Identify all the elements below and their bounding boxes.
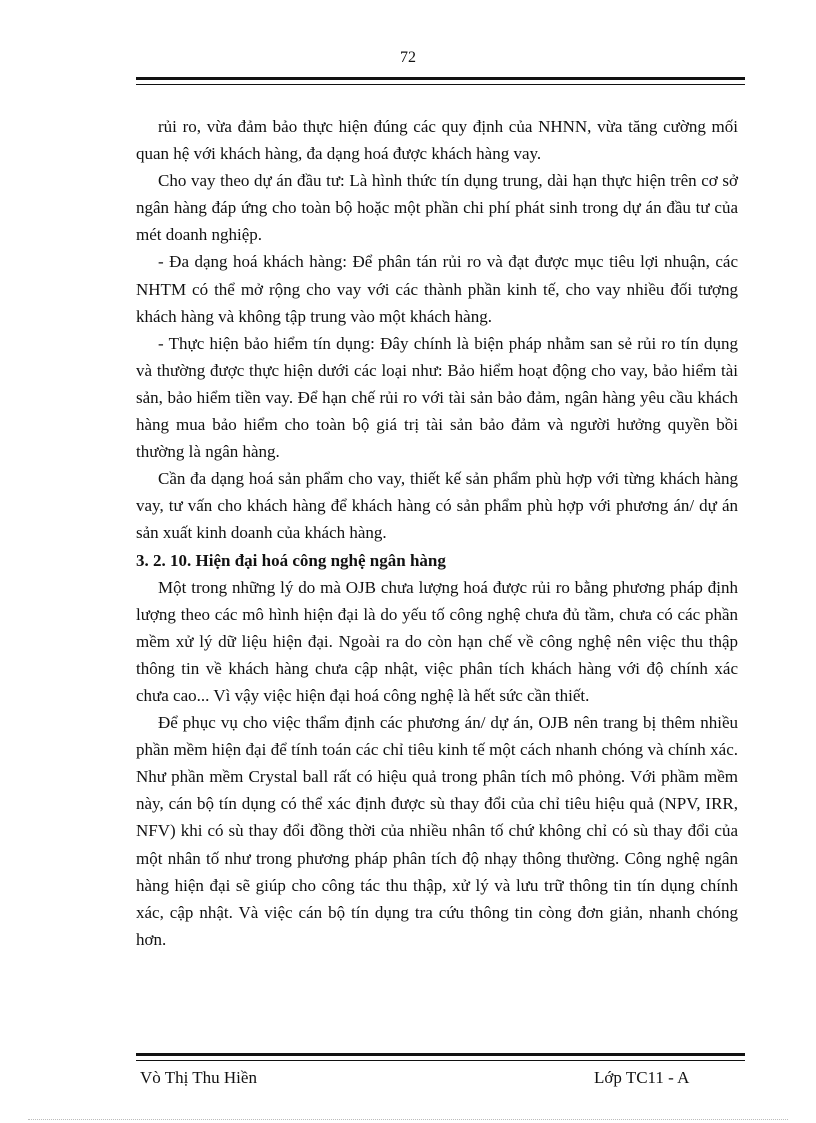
footer-rule [136, 1053, 745, 1061]
paragraph: - Đa dạng hoá khách hàng: Để phân tán rủi ro và đạt được mục tiêu lợi nhuận, các NHTM có thể mở rộng cho vay với các thành phần kinh tế, cho vay nhiều đối tượng khách hàng và không tập trung vào một khách hàng. [136, 252, 738, 326]
paragraph: - Thực hiện bảo hiểm tín dụng: Đây chính là biện pháp nhằm san sẻ rủi ro tín dụng và thường được thực hiện dưới các loại như: Bảo hiểm hoạt động cho vay, bảo hiểm tài sản, bảo hiểm tiền vay. Để hạn chế rủi ro với tài sản bảo đảm, ngân hàng yêu cầu khách hàng mua bảo hiểm cho toàn bộ giá trị tài sản bảo đảm và người hưởng quyền bồi thường là ngân hàng. [136, 333, 738, 462]
page-edge-divider [28, 1119, 788, 1120]
paragraph: Cho vay theo dự án đầu tư: Là hình thức tín dụng trung, dài hạn thực hiện trên cơ sở ngân hàng đáp ứng cho toàn bộ hoặc một phần chi phí phát sinh trong dự án đầu tư của mét doanh nghiệp. [136, 171, 738, 245]
paragraph: Cần đa dạng hoá sản phẩm cho vay, thiết kế sản phẩm phù hợp với từng khách hàng vay, tư vấn cho khách hàng để khách hàng có sản phẩm phù hợp với phương án/ dự án sản xuất kinh doanh của khách hàng. [136, 469, 738, 543]
page-body [136, 113, 738, 953]
footer-author: Vò Thị Thu Hiền [140, 1068, 257, 1087]
paragraph: Một trong những lý do mà OJB chưa lượng hoá được rủi ro bằng phương pháp định lượng theo các mô hình hiện đại là do yếu tố công nghệ chưa đủ tầm, chưa có các phần mềm xử lý dữ liệu hiện đại. Ngoài ra do còn hạn chế về công nghệ nên việc thu thập thông tin về khách hàng chưa cập nhật, việc phân tích khách hàng với độ chính xác chưa cao... Vì vậy việc hiện đại hoá công nghệ là hết sức cần thiết. [136, 577, 738, 705]
section-heading: 3. 2. 10. Hiện đại hoá công nghệ ngân hàng [136, 550, 446, 570]
paragraph: Để phục vụ cho việc thẩm định các phương án/ dự án, OJB nên trang bị thêm nhiều phần mềm hiện đại để tính toán các chỉ tiêu kinh tế một cách nhanh chóng và chính xác. Như phần mềm Crystal ball rất có hiệu quả trong phân tích mô phỏng. Với phầm mềm này, cán bộ tín dụng có thể xác định được sù thay đổi của chỉ tiêu hiệu quả (NPV, IRR, NFV) khi có sù thay đổi đồng thời của nhiều nhân tố chứ không chỉ có sù thay đổi của một nhân tố như trong phương pháp phân tích độ nhạy thông thường. Công nghệ ngân hàng hiện đại sẽ giúp cho công tác thu thập, xử lý và lưu trữ thông tin tín dụng chính xác, cập nhật. Và việc cán bộ tín dụng tra cứu thông tin còng đơn giản, nhanh chóng hơn. [136, 713, 738, 949]
paragraph: rủi ro, vừa đảm bảo thực hiện đúng các quy định của NHNN, vừa tăng cường mối quan hệ với khách hàng, đa dạng hoá được khách hàng vay. [136, 117, 738, 164]
footer-class: Lớp TC11 - A [594, 1068, 690, 1087]
page-number: 72 [400, 49, 416, 66]
header-rule [136, 77, 745, 85]
